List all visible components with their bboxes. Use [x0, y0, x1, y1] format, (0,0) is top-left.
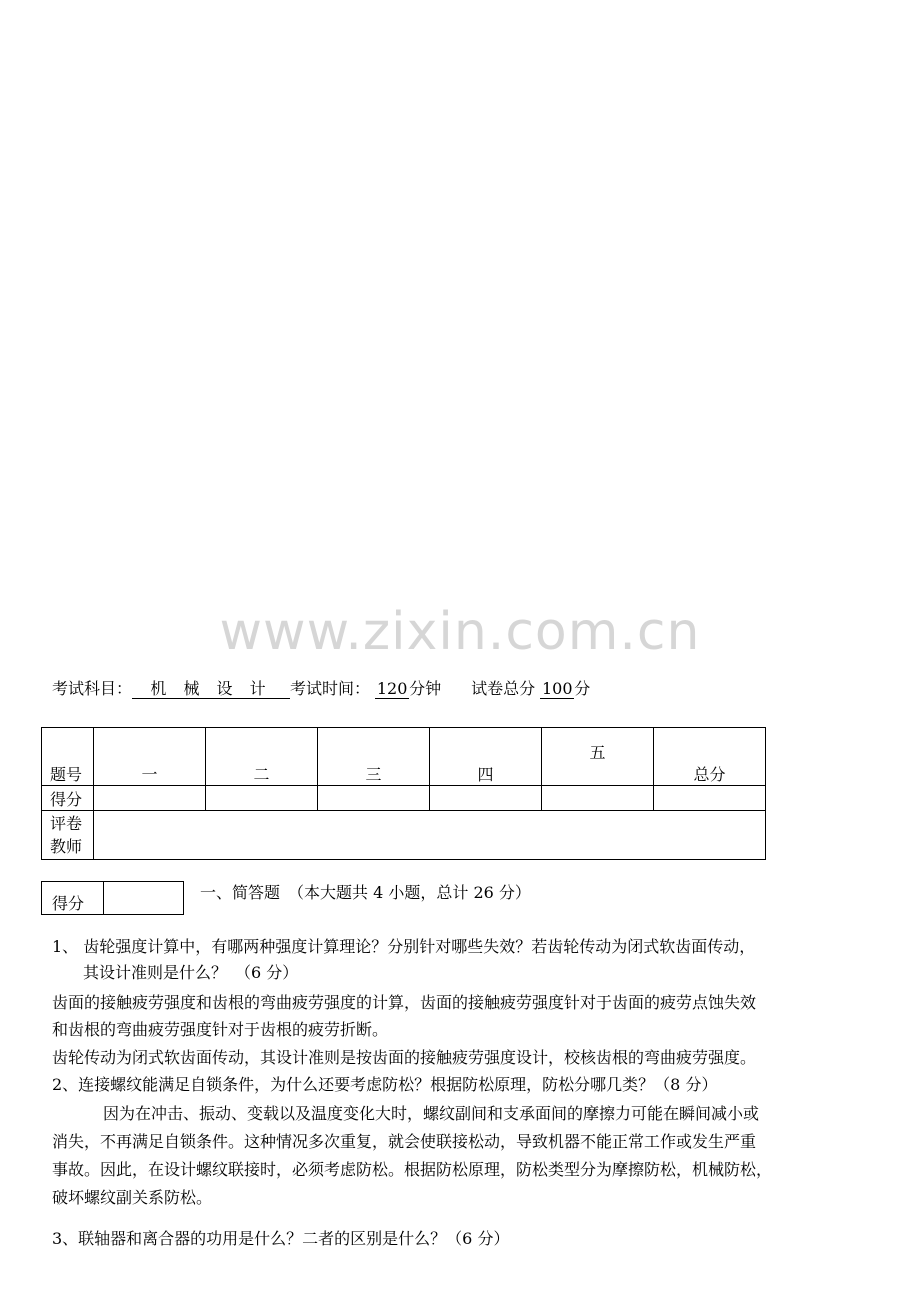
column-header-1: 一 [94, 728, 206, 786]
question-1-line-1: 1、 齿轮强度计算中，有哪两种强度计算理论？分别针对哪些失效？若齿轮传动为闭式软齿面传动， [52, 937, 756, 956]
total-unit: 分 [574, 679, 591, 698]
column-header-3: 三 [318, 728, 430, 786]
score-cell [654, 786, 766, 811]
grader-label-line2: 教师 [50, 837, 83, 856]
subject-label: 考试科目： [52, 679, 133, 698]
grader-row [42, 811, 766, 860]
exam-info-line [52, 676, 590, 699]
answer-2-line-1: 因为在冲击、振动、变载以及温度变化大时，螺纹副间和支承面间的摩擦力可能在瞬间减小或 [103, 1104, 760, 1123]
section1-score-box [41, 881, 184, 915]
section1-title: 一、简答题 （本大题共 4 小题，总计 26 分） [200, 883, 531, 902]
grader-label-line1: 评卷 [50, 814, 83, 833]
score-cell [94, 786, 206, 811]
question-1-line-2: 其设计准则是什么？ （6 分） [83, 963, 299, 982]
question-3: 3、联轴器和离合器的功用是什么？二者的区别是什么？（6 分） [52, 1229, 510, 1248]
score-row-label: 得分 [42, 786, 94, 811]
score-cell [318, 786, 430, 811]
score-cell [206, 786, 318, 811]
grader-label [42, 811, 94, 860]
score-cell [430, 786, 542, 811]
grader-cell [94, 811, 766, 860]
column-header-5: 五 [542, 728, 654, 786]
section1-score-cell [104, 882, 184, 915]
question-number-label: 题号 [42, 728, 94, 786]
score-row [42, 786, 766, 811]
column-header-total: 总分 [654, 728, 766, 786]
section1-score-label: 得分 [42, 882, 104, 915]
subject-value: 机 械 设 计 [132, 680, 290, 699]
time-value: 120 [376, 679, 408, 698]
watermark: www.zixin.com.cn [219, 602, 701, 662]
column-header-2: 二 [206, 728, 318, 786]
question-2: 2、连接螺纹能满足自锁条件，为什么还要考虑防松？根据防松原理，防松分哪几类？（8 分） [52, 1075, 718, 1094]
score-table [41, 727, 766, 860]
answer-1-line-3: 齿轮传动为闭式软齿面传动，其设计准则是按齿面的接触疲劳强度设计，校核齿根的弯曲疲劳强度。 [52, 1048, 757, 1067]
question-number-row [42, 728, 766, 786]
score-cell [542, 786, 654, 811]
time-label: 考试时间： [290, 679, 371, 698]
answer-2-line-3: 事故。因此，在设计螺纹联接时，必须考虑防松。根据防松原理，防松类型分为摩擦防松，机械防松， [52, 1160, 773, 1179]
answer-2-line-2: 消失，不再满足自锁条件。这种情况多次重复，就会使联接松动，导致机器不能正常工作或发生严重 [52, 1132, 757, 1151]
answer-1-line-1: 齿面的接触疲劳强度和齿根的弯曲疲劳强度的计算，齿面的接触疲劳强度针对于齿面的疲劳点蚀失效 [52, 993, 757, 1012]
column-header-4: 四 [430, 728, 542, 786]
total-value: 100 [541, 679, 573, 698]
answer-2-line-4: 破坏螺纹副关系防松。 [52, 1188, 213, 1207]
answer-1-line-2: 和齿根的弯曲疲劳强度针对于齿根的疲劳折断。 [52, 1020, 389, 1039]
total-label: 试卷总分 [471, 679, 536, 698]
time-unit: 分钟 [409, 679, 442, 698]
